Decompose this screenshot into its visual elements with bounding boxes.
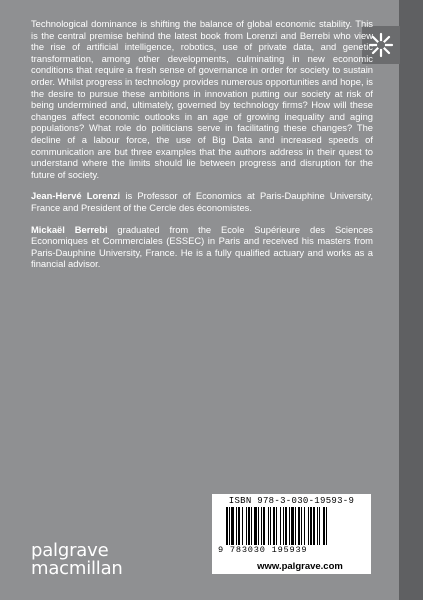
barcode-bar (308, 507, 309, 545)
barcode-bar (261, 507, 262, 545)
brand-line-2: macmillan (31, 558, 123, 579)
barcode-bar (273, 507, 275, 545)
barcode-bar (295, 507, 296, 545)
barcode-bar (270, 507, 271, 545)
publisher-website: www.palgrave.com (230, 560, 370, 574)
publisher-brand (31, 542, 123, 578)
barcode-bars (226, 507, 357, 545)
barcode-bar (298, 507, 300, 545)
barcode-digits: 9 783030 195939 (218, 545, 308, 555)
barcode-bar (323, 507, 325, 545)
barcode-bar (280, 507, 281, 545)
isbn-label: ISBN 978-3-030-19593-9 (228, 496, 355, 506)
barcode-bar (289, 507, 290, 545)
barcode-bar (301, 507, 302, 545)
author-bio-text-2: graduated from the Ecole Supérieure des Sciences Economiques et Commerciales (ESSEC) in Paris and received his masters from Paris-Dauphine University, France. He is a fully qualified actuary and works as a financial advisor. (31, 223, 373, 270)
barcode-bar (263, 507, 265, 545)
author-bio-2 (31, 224, 373, 270)
text-area (31, 18, 373, 280)
author-name-1: Jean-Hervé Lorenzi (31, 190, 121, 202)
barcode-bar (246, 507, 247, 545)
barcode-bar (291, 507, 294, 545)
barcode-bar (268, 507, 269, 545)
spine-strip (399, 0, 423, 600)
barcode-bar (326, 507, 327, 545)
barcode-bar (319, 507, 320, 545)
barcode-bar (304, 507, 305, 545)
author-name-2: Mickaël Berrebi (31, 223, 108, 235)
barcode-bar (251, 507, 252, 545)
barcode-bar (238, 507, 240, 545)
barcode-bar (242, 507, 243, 545)
barcode-bar (317, 507, 318, 545)
barcode-bar (276, 507, 277, 545)
barcode-bar (258, 507, 259, 545)
barcode-bar (226, 507, 228, 545)
barcode-bar (310, 507, 312, 545)
barcode-bar (236, 507, 237, 545)
barcode-bar (313, 507, 315, 545)
author-bio-text-1: is Professor of Economics at Paris-Dauphine University, France and President of the Cercle des économistes. (31, 190, 373, 213)
barcode-bar (248, 507, 250, 545)
barcode-bar (231, 507, 234, 545)
author-bio-1 (31, 190, 373, 213)
barcode-bar (283, 507, 284, 545)
brand-line-1: palgrave (31, 540, 109, 561)
barcode-bar (254, 507, 257, 545)
blurb-paragraph: Technological dominance is shifting the balance of global economic stability. This is the central premise behind the latest book from Lorenzi and Berrebi who view the rise of artificial intelligence, robotics, use of private data, and genetic transformation, among other developments, culminating in new economic conditions that require a fresh sense of governance in order for society to sustain order. Whilst progress in technology provides numerous opportunities and hope, is the desire to pursue these ambitions in innovation putting our society at risk of being undermined and, ultimately, governed by technology firms? How will these changes affect economic outlooks in an age of growing inequality and aging populations? What role do politicians serve in facilitating these changes? The decline of a labour force, the use of Big Data and increased speeds of communication are but three examples that the authors address in their quest to understand where the limits should lie between progress and disruption for the future of society. (31, 18, 373, 180)
barcode-bar (229, 507, 230, 545)
barcode-bar (285, 507, 287, 545)
